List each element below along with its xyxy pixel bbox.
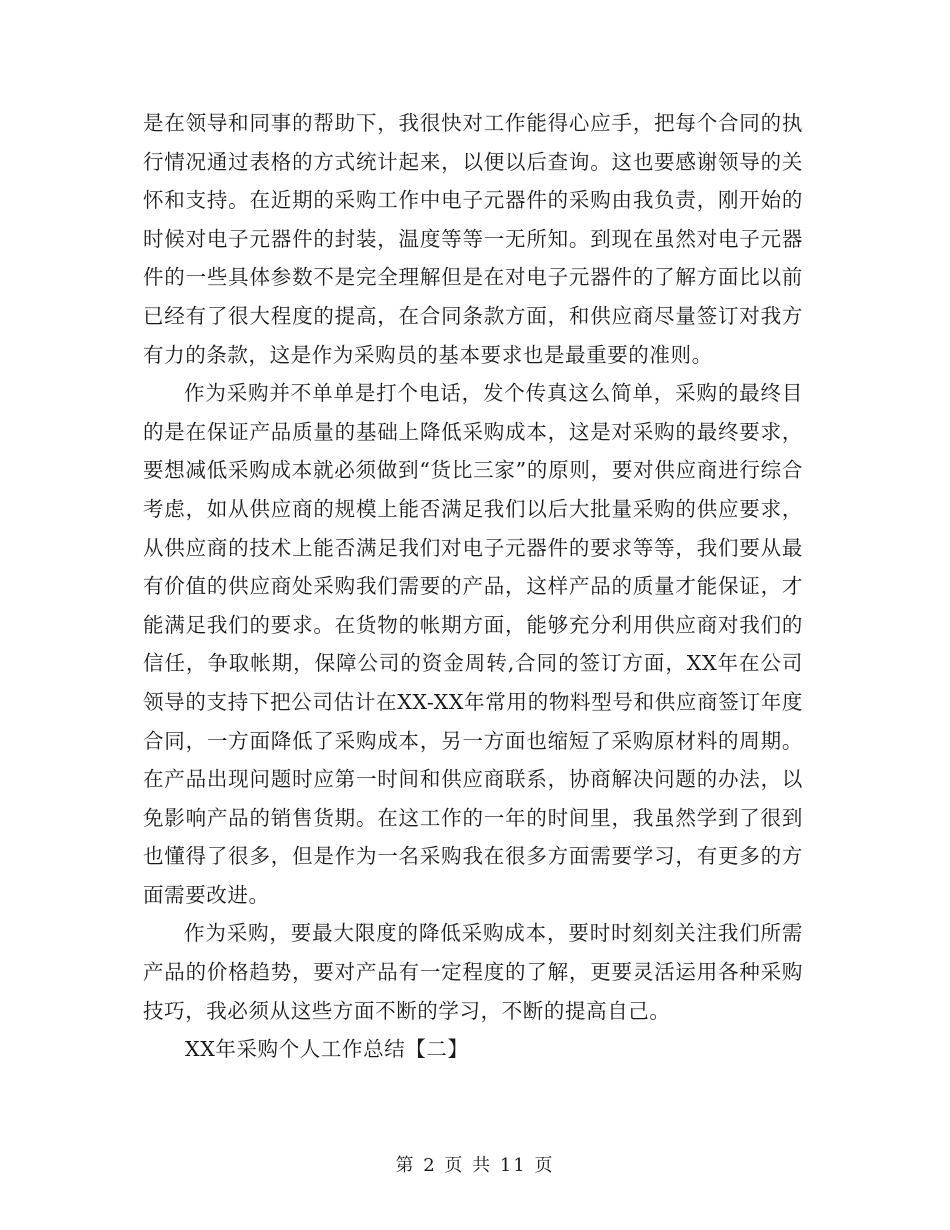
paragraph-cost-reduction: 作为采购，要最大限度的降低采购成本，要时时刻刻关注我们所需产品的价格趋势，要对产品有一定程度的了解，更要灵活运用各种采购技巧，我必须从这些方面不断的学习，不断的提高自己。 bbox=[143, 921, 803, 1023]
paragraph-procurement-goals: 作为采购并不单单是打个电话，发个传真这么简单，采购的最终目的是在保证产品质量的基础上降低采购成本，这是对采购的最终要求，要想减低采购成本就必须做到“货比三家”的原则，要对供应商进行综合考虑，如从供应商的规模上能否满足我们以后大批量采购的供应要求，从供应商的技术上能否满足我们对电子元器件的要求等等，我们要从最有价值的供应商处采购我们需要的产品，这样产品的质量才能保证，才能满足我们的要求。在货物的帐期方面，能够充分利用供应商对我们的信任，争取帐期，保障公司的资金周转,合同的签订方面，XX年在公司领导的支持下把公司估计在XX-XX年常用的物料型号和供应商签订年度合同，一方面降低了采购成本，另一方面也缩短了采购原材料的周期。在产品出现问题时应第一时间和供应商联系，协商解决问题的办法，以免影响产品的销售货期。在这工作的一年的时间里，我虽然学到了很到也懂得了很多，但是作为一名采购我在很多方面需要学习，有更多的方面需要改进。 bbox=[143, 381, 803, 907]
page-number-footer: 第 2 页 共 11 页 bbox=[395, 1155, 555, 1176]
section-heading: XX年采购个人工作总结【二】 bbox=[185, 1037, 469, 1062]
document-body bbox=[143, 104, 803, 1069]
paragraph-continued: 是在领导和同事的帮助下，我很快对工作能得心应手，把每个合同的执行情况通过表格的方式统计起来，以便以后查询。这也要感谢领导的关怀和支持。在近期的采购工作中电子元器件的采购由我负责，刚开始的时候对电子元器件的封装，温度等等一无所知。到现在虽然对电子元器件的一些具体参数不是完全理解但是在对电子元器件的了解方面比以前已经有了很大程度的提高，在合同条款方面，和供应商尽量签订对我方有力的条款，这是作为采购员的基本要求也是最重要的准则。 bbox=[143, 111, 803, 367]
